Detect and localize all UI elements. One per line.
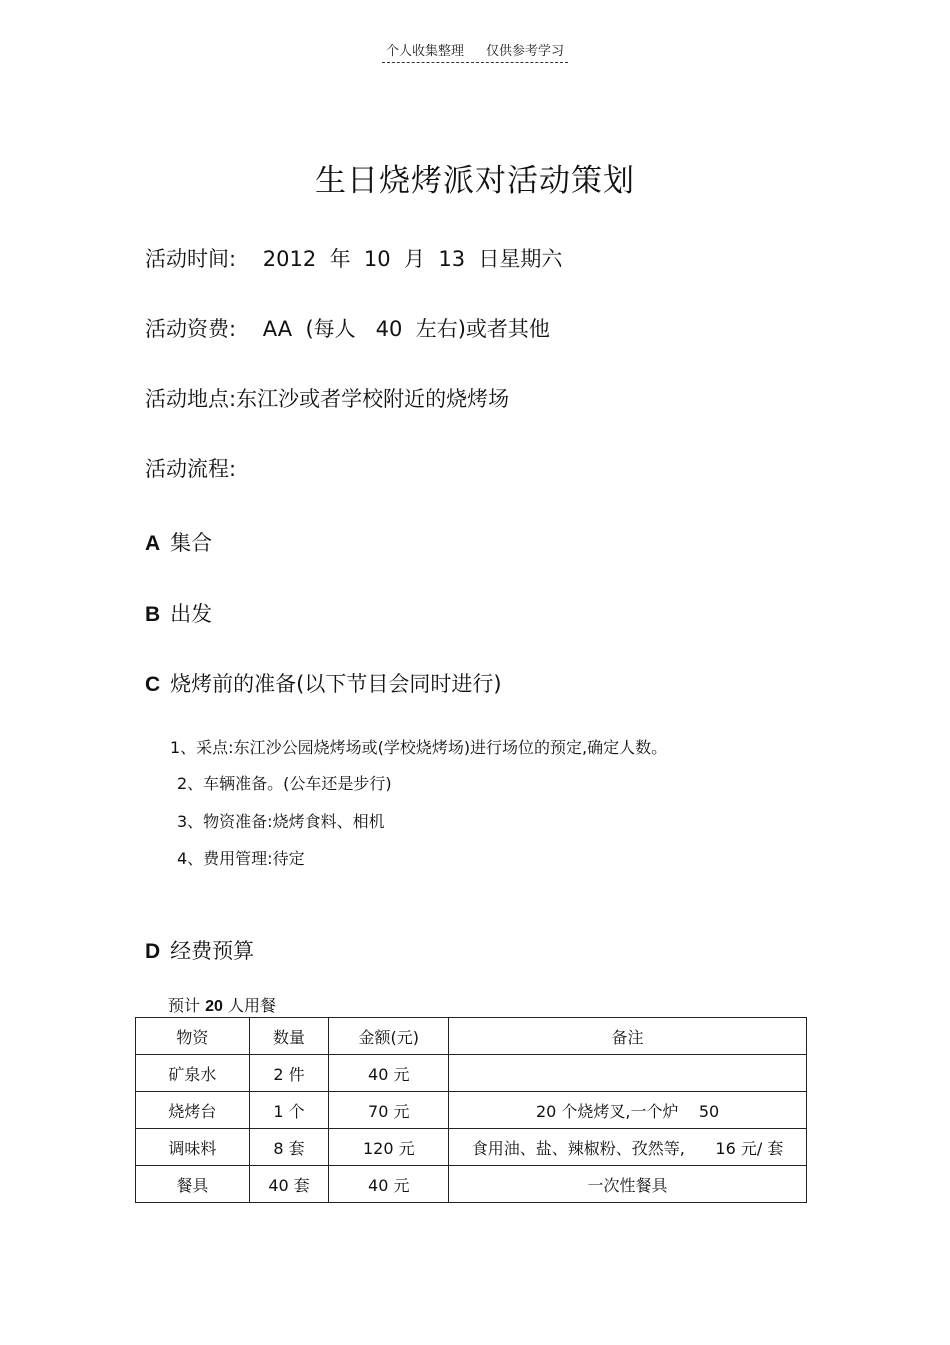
table-cell: 20 个烧烤叉,一个炉 50 [449, 1092, 807, 1129]
table-row [136, 1166, 807, 1203]
table-header-cell: 备注 [449, 1018, 807, 1055]
table-cell: 40 元 [329, 1055, 449, 1092]
table-cell: 餐具 [136, 1166, 250, 1203]
budget-note-prefix: 预计 [168, 996, 201, 1015]
prep-item: 2、车辆准备。(公车还是步行) [177, 774, 392, 793]
budget-table [135, 1017, 807, 1203]
table-cell: 烧烤台 [136, 1092, 250, 1129]
table-header-cell: 数量 [249, 1018, 329, 1055]
table-header-row [136, 1018, 807, 1055]
table-cell: 120 元 [329, 1129, 449, 1166]
prep-item: 4、费用管理:待定 [177, 849, 305, 868]
document-title: 生日烧烤派对活动策划 [315, 163, 635, 199]
step-letter: B [145, 603, 161, 626]
table-cell: 一次性餐具 [449, 1166, 807, 1203]
page-header [0, 40, 950, 63]
step-text: 集合 [170, 531, 213, 555]
header-watermark [382, 40, 568, 63]
step-text: 出发 [170, 602, 213, 626]
step-letter: A [145, 532, 161, 555]
table-row [136, 1055, 807, 1092]
table-cell [449, 1055, 807, 1092]
table-cell: 70 元 [329, 1092, 449, 1129]
table-cell: 矿泉水 [136, 1055, 250, 1092]
step-a [145, 527, 212, 557]
prep-item: 1、采点:东江沙公园烧烤场或(学校烧烤场)进行场位的预定,确定人数。 [170, 738, 668, 757]
step-text: 经费预算 [170, 939, 255, 963]
table-cell: 1 个 [249, 1092, 329, 1129]
table-cell: 40 套 [249, 1166, 329, 1203]
activity-fee: 活动资费: AA (每人 40 左右)或者其他 [145, 317, 550, 341]
table-cell: 食用油、盐、辣椒粉、孜然等, 16 元/ 套 [449, 1129, 807, 1166]
header-right-text: 仅供参考学习 [486, 44, 565, 59]
table-row [136, 1092, 807, 1129]
table-row [136, 1129, 807, 1166]
step-text: 烧烤前的准备(以下节目会同时进行) [170, 672, 502, 696]
step-letter: C [145, 673, 161, 696]
activity-time: 活动时间: 2012 年 10 月 13 日星期六 [145, 247, 563, 271]
activity-flow: 活动流程: [145, 457, 237, 481]
table-cell: 8 套 [249, 1129, 329, 1166]
table-header-cell: 物资 [136, 1018, 250, 1055]
step-d [145, 935, 254, 965]
budget-note-count: 20 [205, 998, 223, 1015]
budget-note [168, 993, 276, 1016]
budget-note-suffix: 人用餐 [228, 996, 277, 1015]
table-header-cell: 金额(元) [329, 1018, 449, 1055]
table-cell: 40 元 [329, 1166, 449, 1203]
step-c [145, 668, 502, 698]
prep-item: 3、物资准备:烧烤食料、相机 [177, 812, 385, 831]
table-cell: 2 件 [249, 1055, 329, 1092]
step-b [145, 598, 212, 628]
step-letter: D [145, 940, 161, 963]
activity-place: 活动地点:东江沙或者学校附近的烧烤场 [145, 387, 510, 411]
table-cell: 调味料 [136, 1129, 250, 1166]
header-left-text: 个人收集整理 [385, 44, 464, 59]
